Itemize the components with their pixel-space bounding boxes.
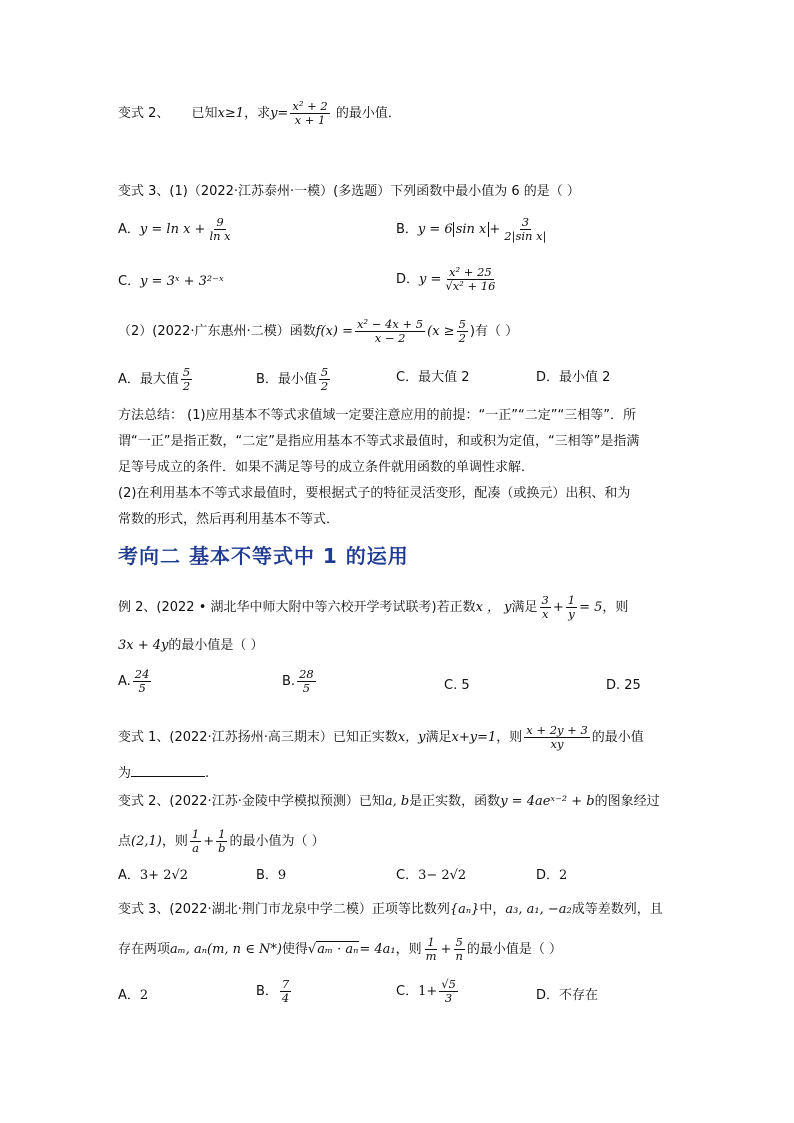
variant-2-top [118,100,401,127]
q2-option-d: D．最小值 2 [536,370,611,385]
text: 的最小值． [335,106,401,121]
var3b-option-c: C．1+ $\frac{√5}{3}$ [396,977,456,1005]
summary-line: 足等号成立的条件．如果不满足等号的成立条件就用函数的单调性求解． [118,460,535,475]
var3b-option-d: D．不存在 [536,988,599,1003]
example-2-line2: 3x + 4y的最小值是（ ） [118,638,264,653]
q2-option-b: B．最小值 $\frac{5}{2}$ [256,365,329,393]
q2-option-c: C．最大值 2 [396,370,470,385]
option-d: D．y = $\frac{\text{x² + 25}}{\text{√x² + 16}}$ [396,265,496,293]
summary-line: (2)在利用基本不等式求最值时，要根据式子的特征灵活变形，配凑（或换元）出积、和为 [118,486,631,501]
ex2-option-b: B. $\frac{28}{5}$ [282,667,314,695]
option-c: C．y = 3ˣ + 3²⁻ˣ [118,274,224,289]
var2-option-a: A．3+ 2√2 [118,868,189,883]
summary-line: 常数的形式，然后再利用基本不等式． [118,512,340,527]
var2-option-c: C．3− 2√2 [396,868,467,883]
var3b-option-a: A．2 [118,988,149,1003]
fraction: $\frac{\text{x² + 2}}{x + 1}$ [292,99,328,127]
variant-1-line1: 变式 1、(2022·江苏扬州·高三期末）已知正实数x，y满足x+y=1，则 $\frac{x + 2y + 3}{xy}$ 的最小值 [118,723,644,751]
example-2-line1: 例 2、(2022 • 湖北华中师大附中等六校开学考试联考)若正数x ， y满足 $\frac{3}{x}$ + $\frac{1}{y}$ = 5，则 [118,593,629,621]
var3b-option-b: B． $\frac{7}{4}$ [256,977,290,1005]
variant-1-line2: 为 . [118,762,209,784]
variant-label: 变式 2、 [118,106,170,121]
variant-2-line1: 变式 2、(2022·江苏·金陵中学模拟预测）已知a, b是正实数，函数y = 4aeˣ⁻² + b的图象经过 [118,794,660,809]
variant-3-intro: 变式 3、(1)（2022·江苏泰州·一模）(多选题）下列函数中最小值为 6 的是（ ） [118,184,580,199]
math-expr: y= [270,106,289,121]
summary-line: 谓“一正”是指正数，“二定”是指应用基本不等式求最值时，和或积为定值，“三相等”是指满 [118,434,640,449]
ex2-option-d: D. 25 [606,678,641,693]
variant-3b-line2: 存在两项aₘ, aₙ(m, n ∈ N*)使得√aₘ · aₙ= 4a₁，则 $\frac{1}{m}$ + $\frac{5}{n}$ 的最小值是（ ） [118,935,563,963]
variant-2-line2: 点(2,1)，则 $\frac{1}{a}$ + $\frac{1}{b}$ 的最小值为（ ） [118,827,325,855]
option-b: B．y = 6 sin x + $\frac{3}{\text{2|sin x|}}$ [396,215,547,243]
summary-line: 方法总结： (1)应用基本不等式求值域一定要注意应用的前提：“一正”“二定”“三相等”．所 [118,408,636,423]
math-expr: x≥1 [217,106,245,121]
section-heading: 考向二 基本不等式中 1 的运用 [118,544,409,568]
variant-3-q2: （2）(2022·广东惠州·二模）函数f(x) = $\frac{\text{x² − 4x + 5}}{x - 2}$ (x ≥ $\frac{5}{2}$ )有（ ） [118,317,519,345]
text: ，求 [244,106,271,121]
q2-option-a: A．最大值 $\frac{5}{2}$ [118,365,191,393]
variant-3b-line1: 变式 3、(2022·湖北·荆门市龙泉中学二模）正项等比数列{aₙ}中，a₃, a₁, −a₂成等差数列，且 [118,902,663,917]
answer-blank[interactable] [131,762,205,777]
ex2-option-a: A. $\frac{24}{5}$ [118,667,150,695]
text: 已知 [191,106,218,121]
var2-option-b: B．9 [256,868,287,883]
ex2-option-c: C. 5 [444,678,470,693]
var2-option-d: D．2 [536,868,568,883]
option-a: A．y = ln x + $\frac{9}{\text{ln x}}$ [118,215,231,243]
